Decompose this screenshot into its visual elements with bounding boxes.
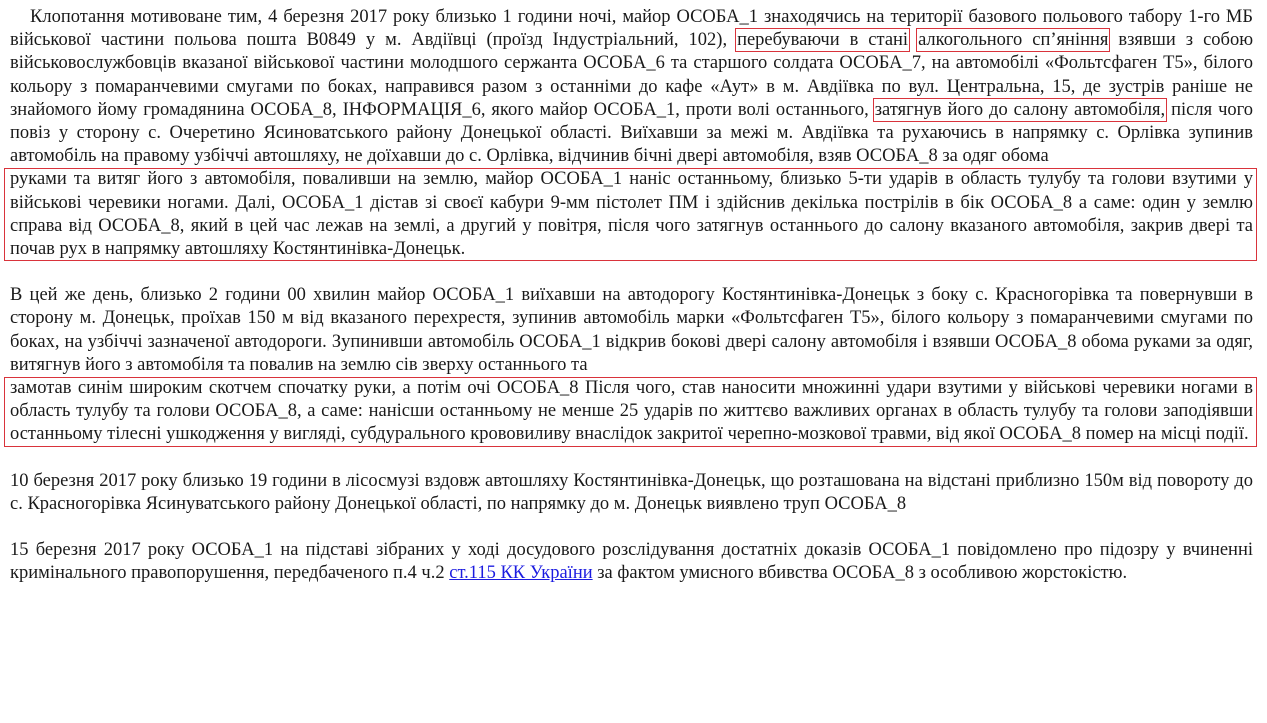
highlight-intoxicated-part1: перебуваючи в стані xyxy=(737,30,909,51)
text-segment: Клопотання мотивоване тим, 4 березня 2017 року близько 1 години ночі, майор ОСОБА_1 знаходячись на території базового польового табору 1-го МБ військової частини польова пошта В0849 у м. Авдіївці (проїзд Індустріальний, 102), xyxy=(10,7,1253,51)
paragraph-same-day: В цей же день, близько 2 години 00 хвилин майор ОСОБА_1 виїхавши на автодорогу Костянтинівка-Донецьк з боку с. Красногорівка та повернувши в сторону м. Донецьк, проїхав 150 м від вказаного перехрестя, зупинив автомобіль марки «Фольтсфаген Т5», білого кольору з помаранчевими смугами по боках, на узбіччі зазначеної автодороги. Зупинивши автомобіль ОСОБА_1 відкрив бокові двері салону автомобіля і взявши ОСОБА_8 обома руками за одяг, витягнув його з автомобіля та повалив на землю сів зверху останнього та xyxy=(10,285,1253,375)
highlight-dragged-into-car: затягнув його до салону автомобіля, xyxy=(874,99,1166,120)
highlight-block-beating: руками та витяг його з автомобіля, поваливши на землю, майор ОСОБА_1 наніс останньому, близько 5-ти ударів в область тулубу та голови взутими у військові черевики ногами. Далі, ОСОБА_1 дістав зі своєї кабури 9-мм пістолет ПМ і здійснив декілька пострілів в бік ОСОБА_8 а саме: один у землю справа від ОСОБА_8, який в цей час лежав на землі, а другий у повітря, після чого затягнув останнього до салону вказаного автомобіля, закрив двері та почав рух в напрямку автошляху Костянтинівка-Донецьк. xyxy=(10,168,1253,261)
text-segment: взявши з собою військовослужбовців вказаної військової частини молодшого сержанта ОСОБА_6 та старшого солдата ОСОБА_7, на автомобілі «Фольтсфаген Т5», білого кольору з помаранчевими смугами по боках, направився разом з останніми до кафе «Аут» в м. Авдіївка по вул. Центральна, 15, де зустрів раніше не знайомого йому громадянина ОСОБА_8, ІНФОРМАЦІЯ_6, якого майор ОСОБА_1, проти волі останнього, xyxy=(10,30,1254,120)
document-body xyxy=(10,6,1253,585)
text-segment: 15 березня 2017 року ОСОБА_1 на підставі зібраних у ході досудового розслідування достатніх доказів ОСОБА_1 повідомлено про підозру у вчиненні кримінального правопорушення, передбаченого п.4 ч.2 xyxy=(10,540,1253,584)
criminal-code-article-link[interactable]: ст.115 КК України xyxy=(449,563,593,584)
paragraph-petition xyxy=(10,6,1253,168)
text-segment: за фактом умисного вбивства ОСОБА_8 з особливою жорстокістю. xyxy=(597,563,1128,584)
highlight-block-fatal-assault: замотав синім широким скотчем спочатку руки, а потім очі ОСОБА_8 Після чого, став наносити множинні удари взутими у військові черевики ногами в область тулубу та голови ОСОБА_8, а саме: нанісши останньому не менше 25 ударів по життєво важливих органах в область тулубу та голови заподіявши останньому тілесні ушкодження у вигляді, субдурального крововиливу внаслідок закритої черепно-мозкової травми, від якої ОСОБА_8 помер на місці події. xyxy=(10,377,1253,447)
paragraph-body-found: 10 березня 2017 року близько 19 години в лісосмузі вздовж автошляху Костянтинівка-Донецьк, що розташована на відстані приблизно 150м від повороту до с. Красногорівка Ясинуватського району Донецької області, по напрямку до м. Донецьк виявлено труп ОСОБА_8 xyxy=(10,470,1253,514)
paragraph-suspicion-notice xyxy=(10,539,1253,585)
highlight-intoxicated-part2: алкогольного сп’яніння xyxy=(918,30,1109,51)
text-segment: після чого повіз у сторону с. Очеретино Ясиноватського району Донецької області. Виїхавши за межі м. Авдіївка та рухаючись в напрямку с. Орлівка зупинив автомобіль на правому узбіччі автошляху, не доїхавши до с. Орлівка, відчинив бічні двері автомобіля, взяв ОСОБА_8 за одяг обома xyxy=(10,99,1254,167)
